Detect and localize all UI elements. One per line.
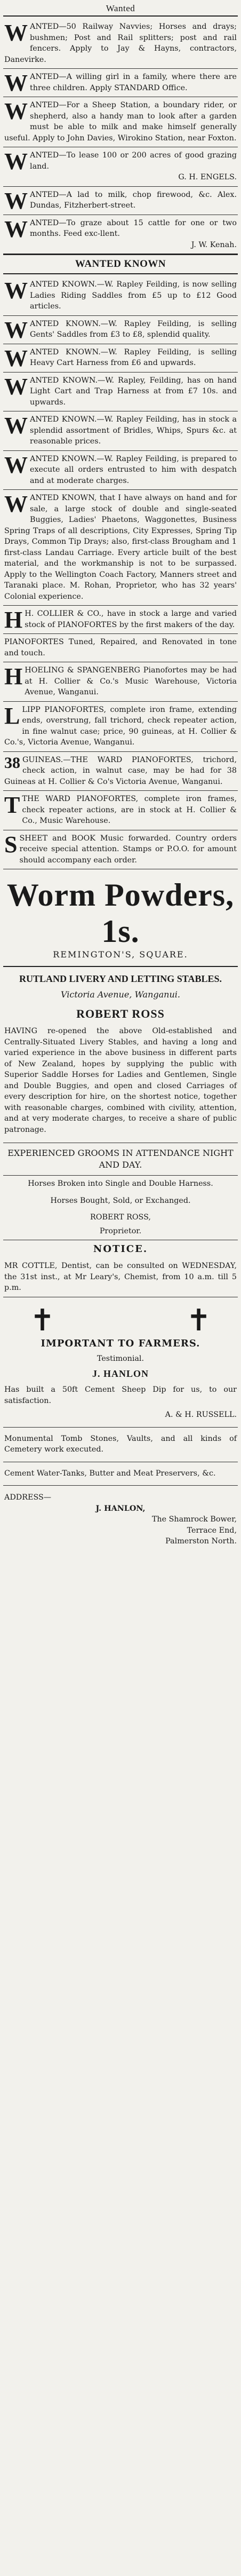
- ad-text: ANTED—50 Railway Navvies; Horses and drays; bushmen; Post and Rail splitters; post and rail fencers. Apply to Jay & Hayns, contractors, Danevirke.: [4, 22, 237, 64]
- drop-cap: W: [4, 148, 28, 175]
- ad-signature: G. H. ENGELS.: [178, 173, 237, 181]
- drop-cap: W: [4, 70, 28, 96]
- cross-row: [3, 1297, 238, 1338]
- livery-ad: [3, 967, 238, 1240]
- ad-text: ANTED KNOWN.—W. Rapley Feilding, is selling Gents' Saddles from £3 to £8, splendid quality.: [30, 319, 237, 339]
- ad-item: [3, 830, 238, 870]
- drop-cap: W: [4, 413, 28, 439]
- wanted-known-list: [3, 276, 238, 869]
- drop-cap: H: [4, 663, 23, 689]
- ad-item: [3, 372, 238, 412]
- ad-text: ANTED KNOWN, that I have always on hand and for sale, a large stock of double and single-seated Buggies, Ladies' Phaetons, Waggonettes, Business Spring Traps of all descriptions, City Expresses, Spring Tip Drays, Common Tip Drays; also, first-class Brougham and 1 first-class Landau Carriage. Every article built of the best material, and the workmanship is not to be surpassed. Apply to the Wellington Coach Factory, Manners street and Taranaki place. M. Rohan, Proprietor, who has 32 years' Colonial experience.: [4, 494, 237, 601]
- worm-powders-sub: REMINGTON'S, SQUARE.: [3, 949, 238, 967]
- address-name: J. HANLON,: [95, 1504, 146, 1513]
- farmers-sig: A. & H. RUSSELL.: [165, 1410, 237, 1419]
- ad-item: [3, 187, 238, 215]
- address-line-1: The Shamrock Bower,: [151, 1515, 237, 1524]
- ad-text: LIPP PIANOFORTES, complete iron frame, extending ends, overstrung, fall trichord, check repeater action, in fine walnut case; price, 90 guineas, at H. Collier & Co.'s, Victoria Avenue, Wanganui.: [4, 705, 237, 747]
- divider: [3, 1485, 238, 1486]
- farmers-body: Has built a 50ft Cement Sheep Dip for us, to our satisfaction.: [4, 1385, 237, 1405]
- ad-text: ANTED KNOWN.—W. Rapley Feilding, is selling Heavy Cart Harness from £6 and upwards.: [30, 347, 237, 367]
- farmers-address: [3, 1489, 238, 1550]
- drop-cap: 38: [4, 754, 20, 772]
- ad-item: [3, 490, 238, 606]
- drop-cap: W: [4, 20, 28, 46]
- drop-cap: W: [4, 491, 28, 517]
- farmers-monumental: Monumental Tomb Stones, Vaults, and all kinds of Cemetery work executed.: [4, 1434, 237, 1454]
- drop-cap: W: [4, 316, 28, 343]
- ad-text: H. COLLIER & CO., have in stock a large and varied stock of PIANOFORTES by the first makers of the day.: [25, 609, 237, 629]
- livery-bought: Horses Bought, Sold, or Exchanged.: [50, 1196, 191, 1205]
- farmers-name: J. HANLON: [92, 1368, 149, 1379]
- ad-item: [3, 344, 238, 372]
- ad-text: ANTED—For a Sheep Station, a boundary rider, or shepherd, also a handy man to look after a garden must be able to milk and make himself generally useful. Apply to John Davies, Wirokino Station, near Foxton.: [4, 101, 237, 142]
- ad-item: [3, 411, 238, 451]
- ad-item: [3, 662, 238, 702]
- notice-heading: NOTICE.: [93, 1243, 148, 1255]
- ad-item: [3, 451, 238, 490]
- cross-icon: ✝: [30, 1303, 55, 1338]
- ad-text: HOELING & SPANGENBERG Pianofortes may be had at H. Collier & Co.'s Music Warehouse, Victoria Avenue, Wanganui.: [25, 666, 237, 696]
- ad-item: [3, 69, 238, 97]
- livery-title: RUTLAND LIVERY AND LETTING STABLES.: [19, 973, 222, 984]
- ad-text: ANTED KNOWN.—W. Rapley Feilding, is now selling Ladies Riding Saddles from £5 up to £12 Good articles.: [30, 280, 237, 311]
- ad-signature: J. W. Kenah.: [191, 240, 237, 249]
- livery-broken: Horses Broken into Single and Double Harness.: [28, 1179, 213, 1188]
- drop-cap: W: [4, 98, 28, 124]
- ad-text: ANTED—A willing girl in a family, where there are three children. Apply STANDARD Office.: [30, 73, 237, 92]
- drop-cap: W: [4, 216, 28, 242]
- wanted-known-heading: WANTED KNOWN: [3, 254, 238, 274]
- wanted-list: [3, 19, 238, 254]
- ad-item: [3, 97, 238, 147]
- farmers-tanks: Cement Water-Tanks, Butter and Meat Preservers, &c.: [4, 1469, 216, 1478]
- drop-cap: W: [4, 345, 28, 371]
- drop-cap: W: [4, 278, 28, 304]
- drop-cap: W: [4, 373, 28, 400]
- ad-text: ANTED KNOWN.—W. Rapley, Feilding, has on hand Light Cart and Trap Harness at from £7 10s. and upwards.: [30, 376, 237, 407]
- drop-cap: L: [4, 702, 20, 729]
- farmers-ad: [3, 1297, 238, 1550]
- address-line-3: Palmerston North.: [165, 1537, 237, 1545]
- drop-cap: W: [4, 187, 28, 214]
- livery-grooms: EXPERIENCED GROOMS IN ATTENDANCE NIGHT AND DAY.: [3, 1143, 238, 1176]
- worm-powders-title: Worm Powders, 1s.: [6, 877, 235, 949]
- ad-item: [3, 19, 238, 69]
- ad-text: THE WARD PIANOFORTES, complete iron frames, check repeater actions, are in stock at H. Collier & Co., Music Warehouse.: [22, 795, 237, 825]
- drop-cap: S: [4, 831, 18, 858]
- ad-text: ANTED—A lad to milk, chop firewood, &c. Alex. Dundas, Fitzherbert-street.: [30, 190, 237, 210]
- ad-item: [3, 276, 238, 316]
- drop-cap: T: [4, 792, 20, 818]
- drop-cap: H: [4, 607, 23, 633]
- notice-body: MR COTTLE, Dentist, can be consulted on WEDNESDAY, the 31st inst., at Mr Leary's, Chemist, from 10 a.m. till 5 p.m.: [3, 1258, 238, 1297]
- ad-text: ANTED KNOWN.—W. Rapley Feilding, is prepared to execute all orders entrusted to him with despatch and at moderate charges.: [30, 454, 237, 485]
- ad-item: [3, 702, 238, 752]
- livery-body: [3, 1023, 238, 1138]
- ad-text: SHEET and BOOK Music forwarded. Country orders receive special attention. Stamps or P.O.O. for amount should accompany each order.: [19, 834, 237, 865]
- ad-text: GUINEAS.—THE WARD PIANOFORTES, trichord, check action, in walnut case, may be had for 38 Guineas at H. Collier & Co's Victoria Avenue, Wanganui.: [4, 755, 237, 786]
- drop-cap: W: [4, 451, 28, 478]
- livery-body-text: HAVING re-opened the above Old-established and Centrally-Situated Livery Stables, and having a long and varied experience in the above business in different parts of New Zealand, hopes by supplying the public with Superior Saddle Horses for Ladies and Gentlemen, Single and Double Buggies, and open and closed Carriages of every description for hire, on the shortest notice, together with reasonable charges, combined with civility, attention, and at very moderate charges, to receive a share of public patronage.: [4, 1027, 237, 1134]
- address-line-2: Terrace End,: [187, 1526, 237, 1535]
- ad-item: [3, 752, 238, 791]
- ad-item: [3, 634, 238, 662]
- address-label: ADDRESS—: [4, 1493, 52, 1502]
- livery-location: Victoria Avenue, Wanganui.: [61, 989, 180, 1000]
- ad-text: ANTED—To lease 100 or 200 acres of good grazing land.: [30, 151, 237, 171]
- farmers-heading: IMPORTANT TO FARMERS.: [41, 1337, 200, 1349]
- divider: [3, 1427, 238, 1428]
- notice-ad: [3, 1240, 238, 1297]
- ad-text: ANTED—To graze about 15 cattle for one or two months. Feed exc-llent.: [30, 218, 237, 238]
- testimonial-label: Testimonial.: [97, 1354, 144, 1363]
- cross-icon: ✝: [186, 1303, 211, 1338]
- ad-item: [3, 606, 238, 634]
- ad-item: [3, 316, 238, 344]
- ad-item: [3, 147, 238, 187]
- livery-proprietor-name: ROBERT ROSS: [76, 1007, 165, 1020]
- wanted-heading: Wanted: [3, 2, 238, 17]
- livery-sig-title: Proprietor.: [3, 1223, 238, 1241]
- ad-item: [3, 215, 238, 255]
- livery-sig-name: ROBERT ROSS,: [90, 1213, 151, 1222]
- ad-item: [3, 791, 238, 830]
- ad-text: PIANOFORTES Tuned, Repaired, and Renovated in tone and touch.: [4, 638, 237, 657]
- ad-text: ANTED KNOWN.—W. Rapley Feilding, has in stock a splendid assortment of Bridles, Whips, Spurs &c. at reasonable prices.: [30, 415, 237, 446]
